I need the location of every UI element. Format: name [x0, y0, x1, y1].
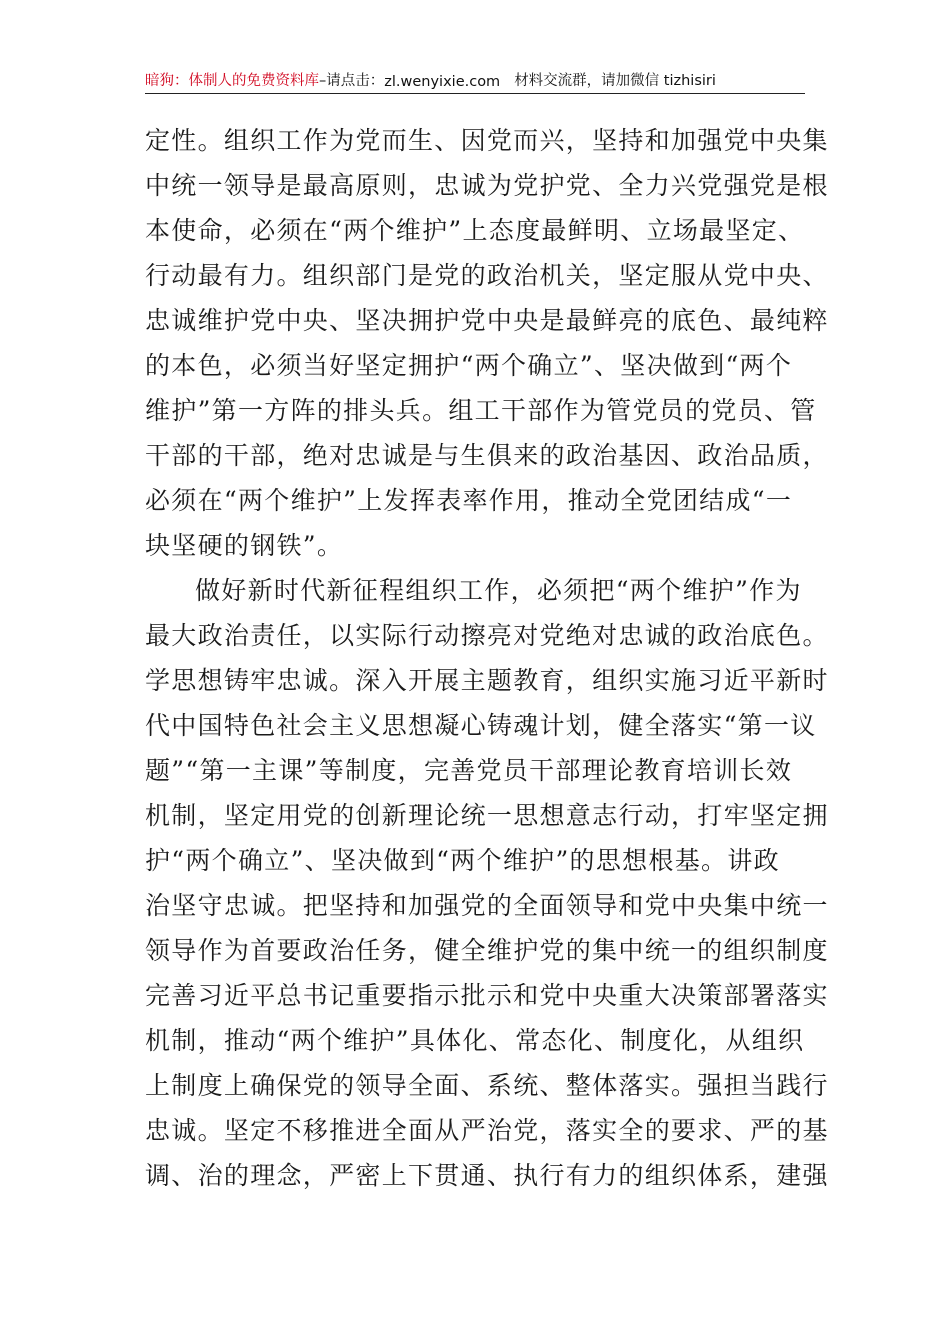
text-line: 治坚守忠诚。把坚持和加强党的全面领导和党中央集中统一: [145, 891, 829, 920]
header-link-prefix: –请点击：: [319, 73, 385, 89]
text-line: 本使命，必须在“两个维护”上态度最鲜明、立场最坚定、: [145, 216, 805, 245]
text-line: 维护”第一方阵的排头兵。组工干部作为管党员的党员、管: [145, 396, 817, 425]
text-line: 干部的干部，绝对忠诚是与生俱来的政治基因、政治品质，: [145, 441, 829, 470]
text-line: 学思想铸牢忠诚。深入开展主题教育，组织实施习近平新时: [145, 666, 829, 695]
text-line: 护“两个确立”、坚决做到“两个维护”的思想根基。讲政: [145, 846, 780, 875]
header-contact: 材料交流群，请加微信 tizhisiri: [514, 73, 716, 89]
text-line: 调、治的理念，严密上下贯通、执行有力的组织体系，建强: [145, 1161, 829, 1190]
text-line: 代中国特色社会主义思想凝心铸魂计划，健全落实“第一议: [145, 711, 817, 740]
header-site-name: 暗狗：体制人的免费资料库: [145, 73, 319, 89]
text-line: 块坚硬的钢铁”。: [145, 531, 344, 560]
text-line: 的本色，必须当好坚定拥护“两个确立”、坚决做到“两个: [145, 351, 793, 380]
text-line: 行动最有力。组织部门是党的政治机关，坚定服从党中央、: [145, 261, 829, 290]
text-line: 机制，坚定用党的创新理论统一思想意志行动，打牢坚定拥: [145, 801, 829, 830]
text-line: 忠诚维护党中央、坚决拥护党中央是最鲜亮的底色、最纯粹: [145, 306, 829, 335]
text-line: 中统一领导是最高原则，忠诚为党护党、全力兴党强党是根: [145, 171, 829, 200]
text-line: 最大政治责任，以实际行动擦亮对党绝对忠诚的政治底色。: [145, 621, 829, 650]
header-link[interactable]: zl.wenyixie.com: [384, 74, 501, 90]
text-line: 完善习近平总书记重要指示批示和党中央重大决策部署落实: [145, 981, 829, 1010]
text-line: 必须在“两个维护”上发挥表率作用，推动全党团结成“一: [145, 486, 793, 515]
document-body: [145, 118, 829, 1198]
text-line: 定性。组织工作为党而生、因党而兴，坚持和加强党中央集: [145, 126, 829, 155]
text-line: 上制度上确保党的领导全面、系统、整体落实。强担当践行: [145, 1071, 829, 1100]
text-line: 题”“第一主课”等制度，完善党员干部理论教育培训长效: [145, 756, 793, 785]
page-header: [145, 66, 805, 94]
text-line: 领导作为首要政治任务，健全维护党的集中统一的组织制度: [145, 936, 829, 965]
text-line: 忠诚。坚定不移推进全面从严治党，落实全的要求、严的基: [145, 1116, 829, 1145]
text-line: 机制，推动“两个维护”具体化、常态化、制度化，从组织: [145, 1026, 805, 1055]
paragraph-first-line: 做好新时代新征程组织工作，必须把“两个维护”作为: [195, 576, 802, 605]
